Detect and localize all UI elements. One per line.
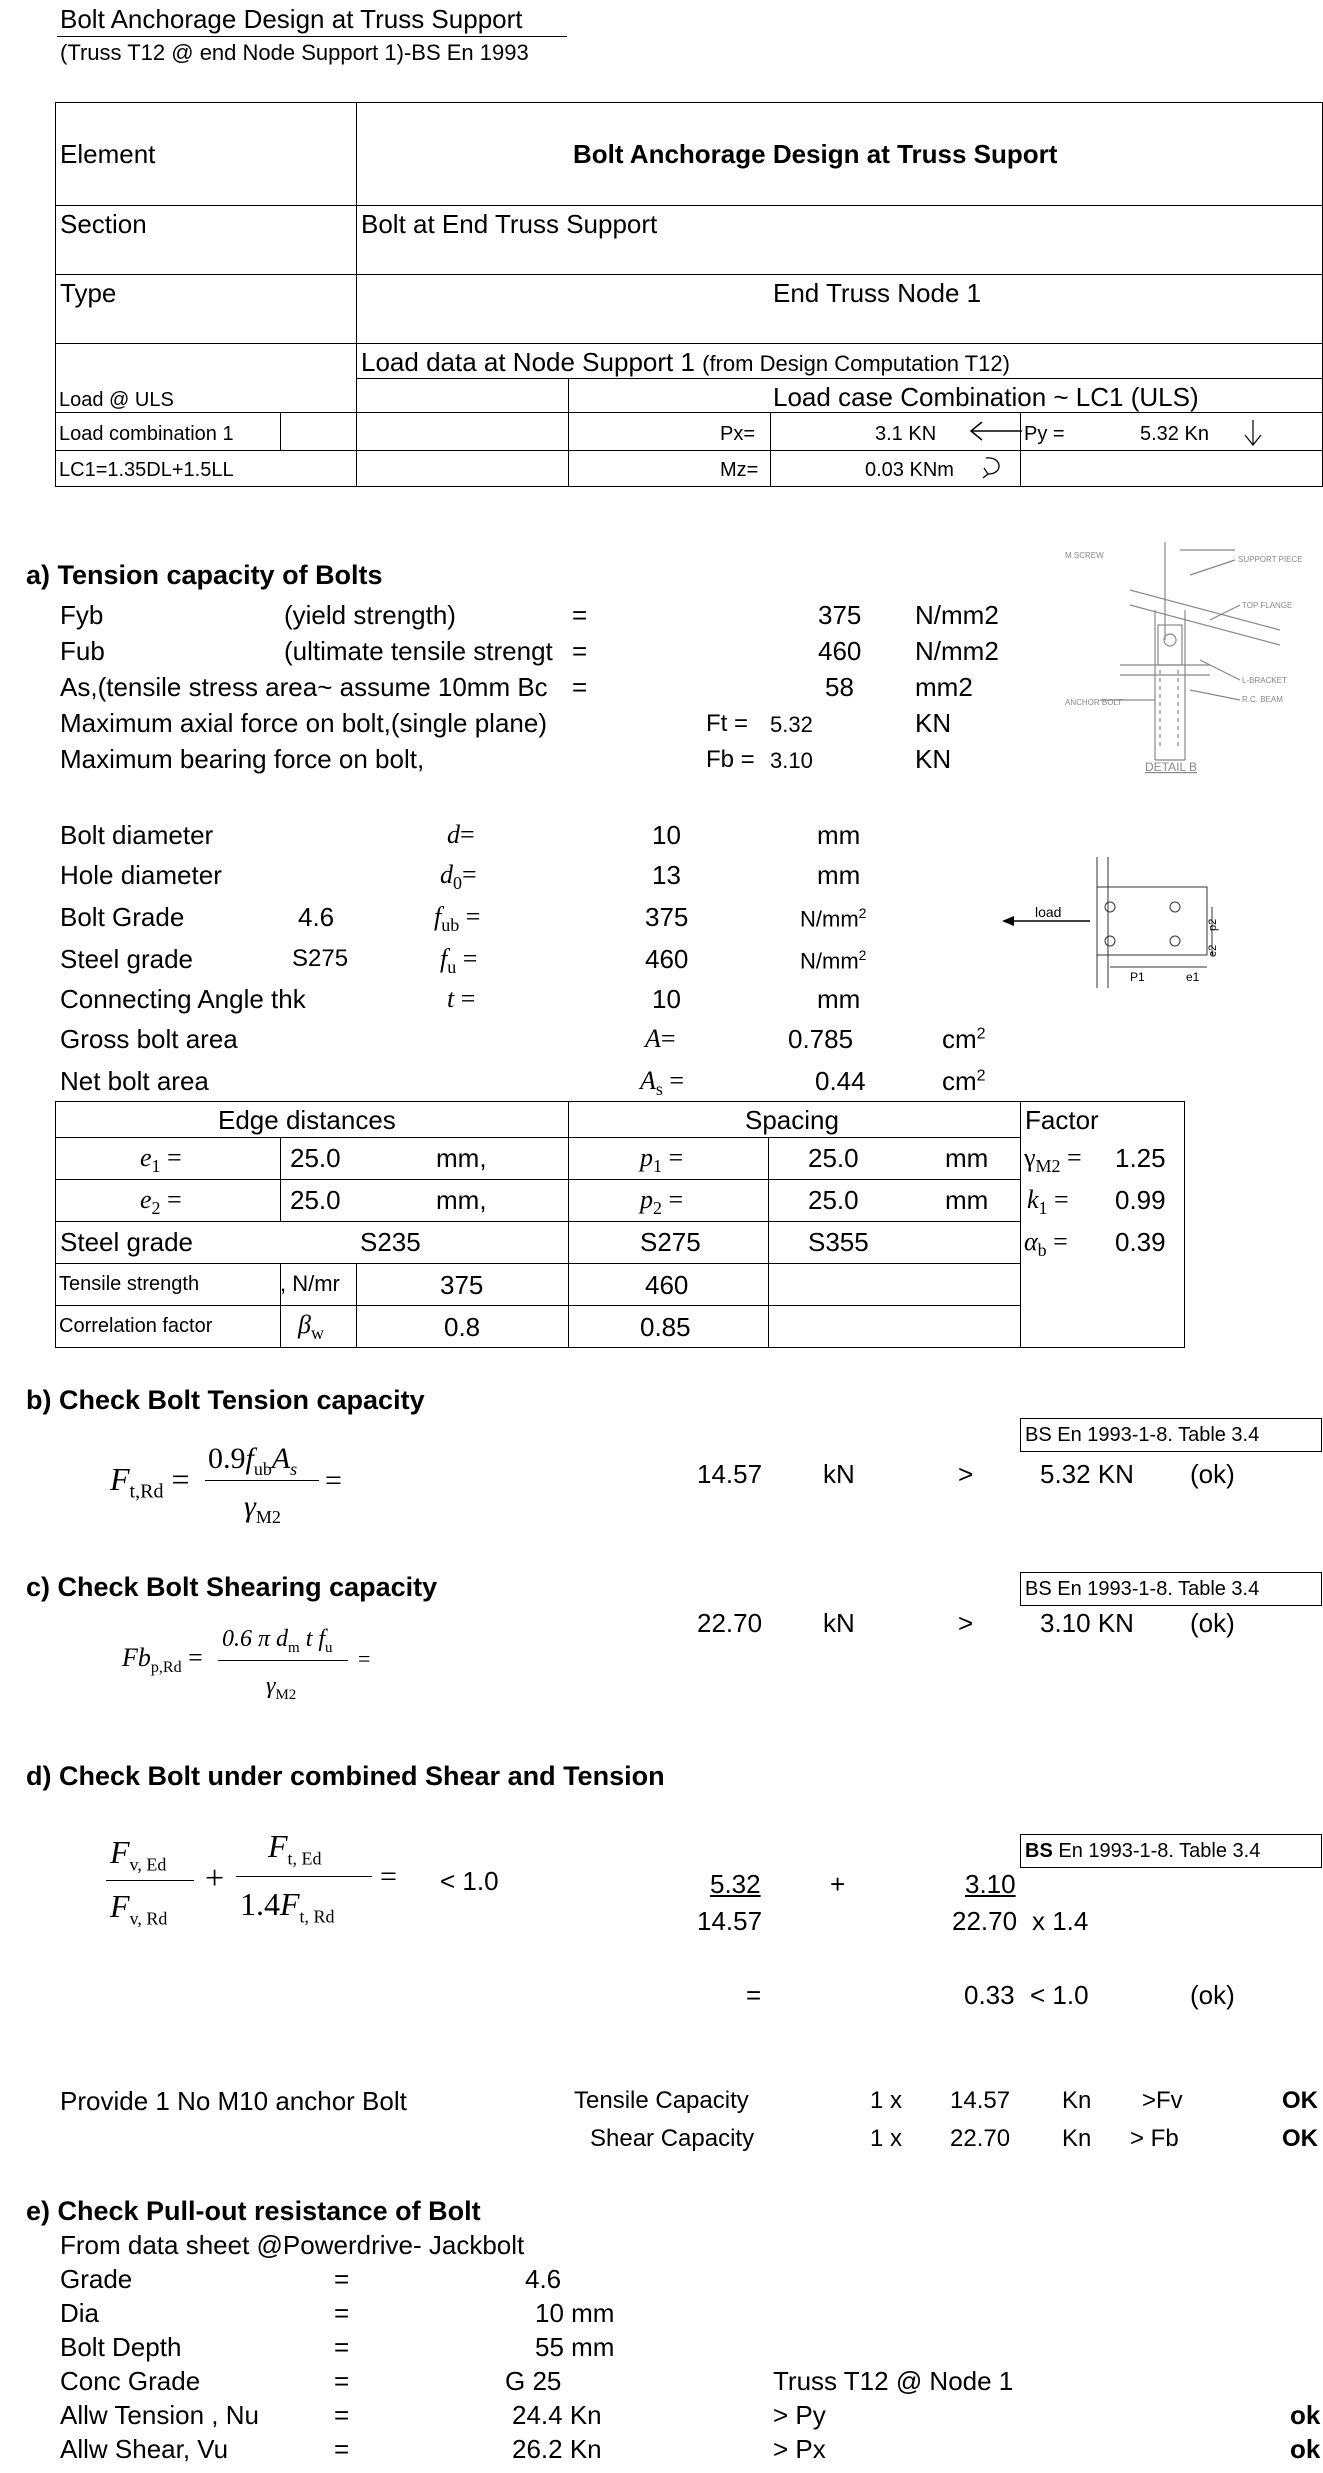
corr-s275: 0.85: [640, 1312, 691, 1342]
combined-d2-mult: x 1.4: [1032, 1906, 1089, 1936]
fub-label: Fub: [60, 636, 105, 666]
bearing-force-symbol: Fb =: [706, 746, 755, 773]
e2-unit: mm,: [436, 1185, 487, 1215]
allw-tension-label: Allw Tension , Nu: [60, 2400, 259, 2430]
grade-s235: S235: [360, 1227, 421, 1257]
allw-tension-eq: =: [334, 2400, 350, 2430]
combined-d1: 14.57: [697, 1906, 763, 1936]
ft-rd-combined-denominator: $1.4F_{t, Rd}$: [240, 1886, 335, 1927]
bolt-depth-value: 55 mm: [535, 2332, 615, 2362]
load-uls-label: Load @ ULS: [59, 389, 174, 411]
conc-grade-label: Conc Grade: [60, 2366, 201, 2396]
gross-area-value: 0.785: [788, 1024, 854, 1054]
angle-thk-value: 10: [652, 984, 681, 1014]
bolt-depth-label: Bolt Depth: [60, 2332, 182, 2362]
element-label: Element: [60, 139, 156, 169]
edge-distances-header: Edge distances: [218, 1105, 396, 1135]
gross-area-label: Gross bolt area: [60, 1024, 238, 1054]
grade-s355: S355: [808, 1227, 869, 1257]
section-b-heading: b) Check Bolt Tension capacity: [26, 1385, 425, 1415]
title-underline: [57, 36, 567, 37]
fb-rd-demand: 3.10 KN: [1040, 1608, 1134, 1638]
lc1-formula: LC1=1.35DL+1.5LL: [59, 459, 234, 481]
fraction2-bar: [236, 1876, 372, 1877]
factor-header: Factor: [1025, 1105, 1099, 1135]
bearing-force-unit: KN: [915, 744, 952, 774]
grade-s275: S275: [640, 1227, 701, 1257]
mz-value: 0.03 KNm: [865, 459, 954, 481]
steel-grade-label: Steel grade: [60, 944, 193, 974]
svg-text:M SCREW: M SCREW: [1065, 551, 1104, 560]
p1-value: 25.0: [808, 1143, 859, 1173]
spacing-header: Spacing: [745, 1105, 839, 1135]
fb-rd-result: (ok): [1190, 1608, 1235, 1638]
svg-text:L-BRACKET: L-BRACKET: [1242, 676, 1287, 685]
beta-w-symbol: $\beta_w$: [298, 1310, 324, 1344]
fyb-label: Fyb: [60, 600, 104, 630]
allw-tension-ok: ok: [1290, 2400, 1321, 2430]
net-area-symbol: $A_s$ =: [640, 1066, 685, 1100]
e1-label: e1: [1186, 970, 1200, 984]
type-label: Type: [60, 278, 117, 308]
element-value: Bolt Anchorage Design at Truss Suport: [573, 139, 1058, 169]
arrow-down-icon: [1243, 418, 1263, 448]
load-combo-label: Load combination 1: [59, 423, 234, 445]
section-value: Bolt at End Truss Support: [361, 209, 658, 239]
section-label: Section: [60, 209, 147, 239]
load-data-title: Load data at Node Support 1 (from Design Computation T12): [361, 347, 1010, 377]
tensile-capacity-mult: 1 x: [870, 2087, 903, 2114]
fub-desc: (ultimate tensile strengt: [284, 636, 553, 666]
steel-grade-row-label: Steel grade: [60, 1227, 193, 1257]
fub-prop-unit: $N/mm^2$: [800, 905, 867, 932]
ft-rd-unit: kN: [823, 1459, 855, 1489]
allw-tension-note: > Py: [773, 2400, 826, 2430]
section-d-heading: d) Check Bolt under combined Shear and Tension: [26, 1761, 665, 1791]
svg-text:SUPPORT PIECE: SUPPORT PIECE: [1238, 555, 1303, 564]
fv-rd-denominator: $F_{v, Rd}$: [110, 1888, 168, 1929]
e1-value: 25.0: [290, 1143, 341, 1173]
allw-shear-note: > Px: [773, 2434, 826, 2464]
tensile-capacity-label: Tensile Capacity: [574, 2087, 749, 2114]
section-e-heading: e) Check Pull-out resistance of Bolt: [26, 2196, 481, 2226]
e1-unit: mm,: [436, 1143, 487, 1173]
p2-value: 25.0: [808, 1185, 859, 1215]
bolt-diameter-value: 10: [652, 820, 681, 850]
section-b-ref: BS En 1993-1-8. Table 3.4: [1025, 1424, 1260, 1446]
p2-unit: mm: [945, 1185, 989, 1215]
combined-eq: =: [746, 1980, 762, 2010]
hole-diameter-label: Hole diameter: [60, 860, 222, 890]
dia-label: Dia: [60, 2298, 100, 2328]
k1-value: 0.99: [1115, 1185, 1166, 1215]
px-value: 3.1 KN: [875, 423, 937, 445]
fb-rd-equals: =: [358, 1646, 371, 1671]
load-label: load: [1035, 904, 1062, 920]
bolt-depth-eq: =: [334, 2332, 350, 2362]
shear-capacity-label: Shear Capacity: [590, 2125, 755, 2152]
ft-rd-lhs: $F_{t,Rd}$ =: [110, 1461, 190, 1503]
p1-symbol: $p_1$ =: [640, 1143, 684, 1177]
alpha-b-value: 0.39: [1115, 1227, 1166, 1257]
ft-rd-numerator: $0.9f_{ub}A_s$: [208, 1442, 298, 1479]
section-c-ref-box: [1020, 1572, 1322, 1606]
fub-value: 460: [818, 636, 862, 666]
e2-symbol: $e_2$ =: [140, 1185, 182, 1219]
fyb-value: 375: [818, 600, 862, 630]
py-label: Py =: [1024, 423, 1065, 445]
angle-thk-symbol: t =: [447, 984, 476, 1013]
dia-eq: =: [334, 2298, 350, 2328]
bolt-diameter-label: Bolt diameter: [60, 820, 214, 850]
as-eq: =: [572, 672, 588, 702]
fb-rd-lhs: $Fb_{p,Rd}$ =: [122, 1643, 203, 1677]
e1-symbol: $e_1$ =: [140, 1143, 182, 1177]
pullout-source: From data sheet @Powerdrive- Jackbolt: [60, 2230, 525, 2260]
ft-rd-demand: 5.32 KN: [1040, 1459, 1134, 1489]
provide-label: Provide 1 No M10 anchor Bolt: [60, 2086, 407, 2116]
bearing-force-value: 3.10: [770, 748, 813, 773]
tensile-unit: , N/mr: [280, 1273, 340, 1295]
fb-rd-unit: kN: [823, 1608, 855, 1638]
fraction1-bar: [106, 1880, 194, 1881]
allw-tension-value: 24.4 Kn: [512, 2400, 602, 2430]
conc-grade-value: G 25: [505, 2366, 562, 2396]
shear-capacity-mult: 1 x: [870, 2125, 903, 2152]
shear-capacity-value: 22.70: [950, 2125, 1011, 2152]
section-d-ref-box: [1020, 1834, 1322, 1868]
axial-force-symbol: Ft =: [706, 710, 749, 737]
section-c-heading: c) Check Bolt Shearing capacity: [26, 1572, 438, 1602]
shear-capacity-ok: OK: [1282, 2125, 1318, 2152]
k1-symbol: $k_1$ =: [1027, 1185, 1069, 1219]
fu-prop-value: 460: [645, 944, 689, 974]
fb-rd-compare: >: [958, 1608, 974, 1638]
p2-label: p2: [1207, 918, 1219, 931]
hole-diameter-unit: mm: [817, 860, 861, 890]
hole-diameter-symbol: $d_0=$: [440, 860, 477, 894]
ft-rd-equals: =: [325, 1464, 342, 1497]
conc-grade-note: Truss T12 @ Node 1: [773, 2366, 1014, 2396]
alpha-b-symbol: $\alpha_b$ =: [1024, 1227, 1068, 1261]
gamma-m2-value: 1.25: [1115, 1143, 1166, 1173]
dia-value: 10 mm: [535, 2298, 615, 2328]
mz-label: Mz=: [720, 459, 759, 481]
bolt-spacing-diagram: [1000, 855, 1225, 990]
angle-thk-unit: mm: [817, 984, 861, 1014]
grade-value: 4.6: [525, 2264, 562, 2294]
bolt-diameter-symbol: d=: [447, 820, 475, 849]
gamma-m2-symbol: $\gamma_{M2}$ =: [1024, 1143, 1082, 1177]
combined-plus: +: [205, 1860, 225, 1897]
p1-unit: mm: [945, 1143, 989, 1173]
angle-thk-label: Connecting Angle thk: [60, 984, 306, 1014]
hole-diameter-value: 13: [652, 860, 681, 890]
ft-rd-value: 14.57: [697, 1459, 763, 1489]
e2-label: e2: [1207, 944, 1219, 957]
shear-capacity-unit: Kn: [1062, 2125, 1092, 2152]
fb-rd-value: 22.70: [697, 1608, 763, 1638]
px-label: Px=: [720, 423, 756, 445]
net-area-value: 0.44: [815, 1066, 866, 1096]
p2-symbol: $p_2$ =: [640, 1185, 684, 1219]
section-a-heading: a) Tension capacity of Bolts: [26, 560, 383, 590]
detail-b-sketch: [1060, 530, 1320, 780]
net-area-unit: $cm^2$: [942, 1066, 986, 1096]
section-d-ref: BS En 1993-1-8. Table 3.4: [1025, 1840, 1261, 1862]
tensile-s235: 375: [440, 1270, 484, 1300]
p1-label: P1: [1130, 970, 1145, 984]
page-title: Bolt Anchorage Design at Truss Support: [60, 4, 523, 34]
load-case-combo: Load case Combination ~ LC1 (ULS): [773, 382, 1199, 412]
ft-rd-fraction-bar: [205, 1480, 319, 1481]
fub-prop-value: 375: [645, 902, 689, 932]
fub-unit: N/mm2: [915, 636, 999, 666]
as-label: As,(tensile stress area~ assume 10mm Bc: [60, 672, 548, 702]
axial-force-label: Maximum axial force on bolt,(single plane): [60, 708, 547, 738]
fyb-desc: (yield strength): [284, 600, 456, 630]
steel-grade-value: S275: [292, 945, 349, 972]
detail-b-label: DETAIL B: [1145, 760, 1198, 774]
allw-shear-value: 26.2 Kn: [512, 2434, 602, 2464]
bolt-grade-value: 4.6: [298, 902, 335, 932]
combined-ratio: 0.33: [964, 1980, 1015, 2010]
allw-shear-label: Allw Shear, Vu: [60, 2434, 229, 2464]
arrow-left-icon: [968, 420, 1024, 442]
svg-text:TOP FLANGE: TOP FLANGE: [1242, 601, 1293, 610]
as-value: 58: [825, 672, 854, 702]
gross-area-symbol: A=: [645, 1024, 676, 1053]
allw-shear-eq: =: [334, 2434, 350, 2464]
combined-d2: 22.70: [952, 1906, 1018, 1936]
allw-shear-ok: ok: [1290, 2434, 1321, 2464]
section-b-ref-box: [1020, 1418, 1322, 1452]
combined-limit: < 1.0: [440, 1866, 499, 1896]
grade-eq: =: [334, 2264, 350, 2294]
gross-area-unit: $cm^2$: [942, 1024, 986, 1054]
bearing-force-label: Maximum bearing force on bolt,: [60, 744, 425, 774]
fyb-eq: =: [572, 600, 588, 630]
corr-s235: 0.8: [444, 1312, 481, 1342]
fb-rd-numerator: 0.6 π $d_m$ t $f_u$: [222, 1626, 333, 1656]
combined-equals: =: [380, 1860, 397, 1893]
type-value: End Truss Node 1: [773, 278, 982, 308]
tensile-capacity-value: 14.57: [950, 2087, 1011, 2114]
fub-eq: =: [572, 636, 588, 666]
combined-n2: 3.10: [965, 1869, 1016, 1899]
tensile-strength-label: Tensile strength: [59, 1273, 200, 1295]
tensile-capacity-ok: OK: [1282, 2087, 1318, 2114]
fub-symbol: $f_{ub}$ =: [434, 902, 481, 936]
fu-symbol: $f_u$ =: [440, 944, 478, 978]
as-unit: mm2: [915, 672, 973, 702]
fu-prop-unit: $N/mm^2$: [800, 947, 867, 974]
combined-plus-num: +: [830, 1869, 846, 1899]
tensile-capacity-unit: Kn: [1062, 2087, 1092, 2114]
grade-label: Grade: [60, 2264, 133, 2294]
ft-rd-compare: >: [958, 1459, 974, 1489]
tensile-s275: 460: [645, 1270, 689, 1300]
shear-capacity-compare: > Fb: [1130, 2125, 1179, 2152]
fb-rd-fraction-bar: [218, 1660, 348, 1661]
moment-arrow-icon: [980, 452, 1008, 482]
ft-rd-denominator: $\gamma_{M2}$: [244, 1490, 281, 1527]
ft-rd-result: (ok): [1190, 1459, 1235, 1489]
combined-ratio-compare: < 1.0: [1030, 1980, 1089, 2010]
svg-text:R.C. BEAM: R.C. BEAM: [1242, 695, 1283, 704]
axial-force-unit: KN: [915, 708, 952, 738]
conc-grade-eq: =: [334, 2366, 350, 2396]
axial-force-value: 5.32: [770, 712, 813, 737]
fyb-unit: N/mm2: [915, 600, 999, 630]
tensile-capacity-compare: >Fv: [1142, 2087, 1183, 2114]
fb-rd-denominator: $\gamma_{M2}$: [266, 1673, 297, 1703]
fv-ed-numerator: $F_{v, Ed}$: [110, 1834, 167, 1875]
page-subtitle: (Truss T12 @ end Node Support 1)-BS En 1993: [60, 40, 529, 65]
svg-text:ANCHOR BOLT: ANCHOR BOLT: [1065, 698, 1123, 707]
combined-result: (ok): [1190, 1980, 1235, 2010]
bolt-grade-label: Bolt Grade: [60, 902, 185, 932]
ft-ed-numerator: $F_{t, Ed}$: [268, 1828, 322, 1869]
correlation-factor-label: Correlation factor: [59, 1315, 213, 1337]
net-area-label: Net bolt area: [60, 1066, 209, 1096]
bolt-diameter-unit: mm: [817, 820, 861, 850]
combined-n1: 5.32: [710, 1869, 761, 1899]
e2-value: 25.0: [290, 1185, 341, 1215]
py-value: 5.32 Kn: [1140, 423, 1209, 445]
section-c-ref: BS En 1993-1-8. Table 3.4: [1025, 1578, 1260, 1600]
